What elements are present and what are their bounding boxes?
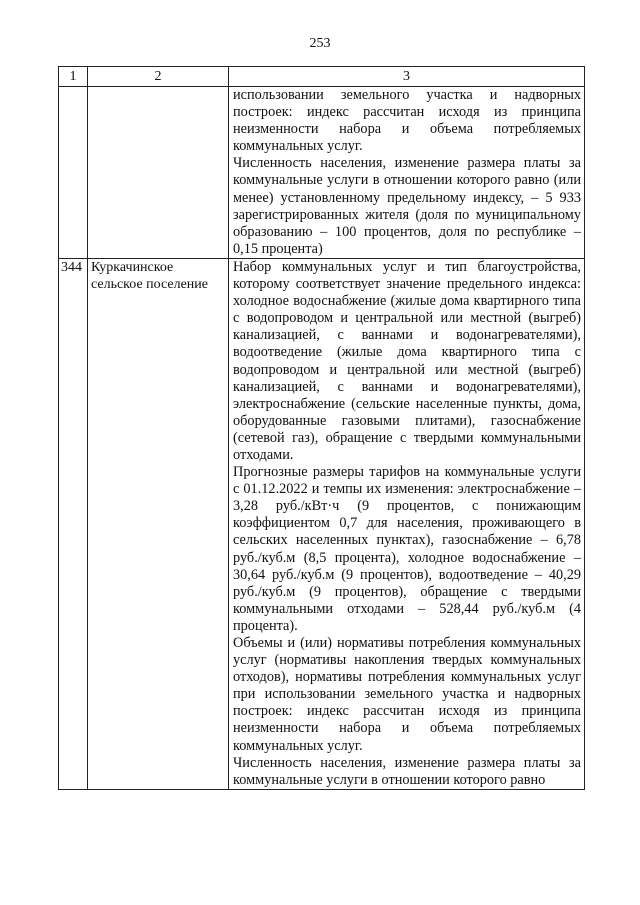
table-row-continued	[59, 87, 585, 259]
row-number-cell	[59, 87, 88, 259]
table-header-row	[59, 67, 585, 87]
paragraph-volumes: Объемы и (или) нормативы потребления коммунальных услуг (нормативы накопления твердых коммунальных отходов), нормативы потребления коммунальных услуг при использовании земельного участка и надворных построек: индекс рассчитан исходя из принципа неизменности набора и объема потребляемых коммунальных услуг.	[233, 635, 581, 754]
tariff-table	[58, 66, 585, 790]
table-row-344	[59, 258, 585, 789]
column-header-3: 3	[229, 67, 585, 87]
paragraph-population: Численность населения, изменение размера платы за коммунальные услуги в отношении которого равно	[233, 754, 581, 788]
settlement-cell	[88, 87, 229, 259]
settlement-cell: Куркачинское сельское поселение	[88, 258, 229, 789]
paragraph-tariffs: Прогнозные размеры тарифов на коммунальные услуги с 01.12.2022 и темпы их изменения: электроснабжение – 3,28 руб./кВт·ч (9 процентов, с понижающим коэффициентом 0,7 для населения, проживающего в сельских населенных пунктах), газоснабжение – 6,78 руб./куб.м (8,5 процента), холодное водоснабжение – 30,64 руб./куб.м (9 процентов), водоотведение – 40,29 руб./куб.м (9 процентов), обращение с твердыми коммунальными отходами – 528,44 руб./куб.м (4 процента).	[233, 464, 581, 634]
column-header-2: 2	[88, 67, 229, 87]
paragraph-population: Численность населения, изменение размера платы за коммунальные услуги в отношении которого равно (или менее) установленному предельному индексу, – 5 933 зарегистрированных жителя (доля по муниципальному образованию – 100 процентов, доля по республике – 0,15 процента)	[233, 155, 581, 257]
paragraph-usage: использовании земельного участка и надворных построек: индекс рассчитан исходя из принципа неизменности набора и объема потребляемых коммунальных услуг.	[233, 87, 581, 155]
column-header-1: 1	[59, 67, 88, 87]
description-cell	[229, 258, 585, 789]
description-cell	[229, 87, 585, 259]
page-number: 253	[309, 36, 331, 51]
paragraph-services-set: Набор коммунальных услуг и тип благоустройства, которому соответствует значение предельного индекса: холодное водоснабжение (жилые дома квартирного типа с водопроводом и центральной или местной (выгреб) канализацией, с ваннами и водонагревателями), водоотведение (жилые дома квартирного типа с водопроводом и центральной или местной (выгреб) канализацией, с ваннами и водонагревателями), электроснабжение (сельские населенные пункты, дома, оборудованные газовыми плитами), газоснабжение (сетевой газ), обращение с твердыми коммунальными отходами.	[233, 258, 581, 463]
row-number-cell: 344	[59, 258, 88, 789]
